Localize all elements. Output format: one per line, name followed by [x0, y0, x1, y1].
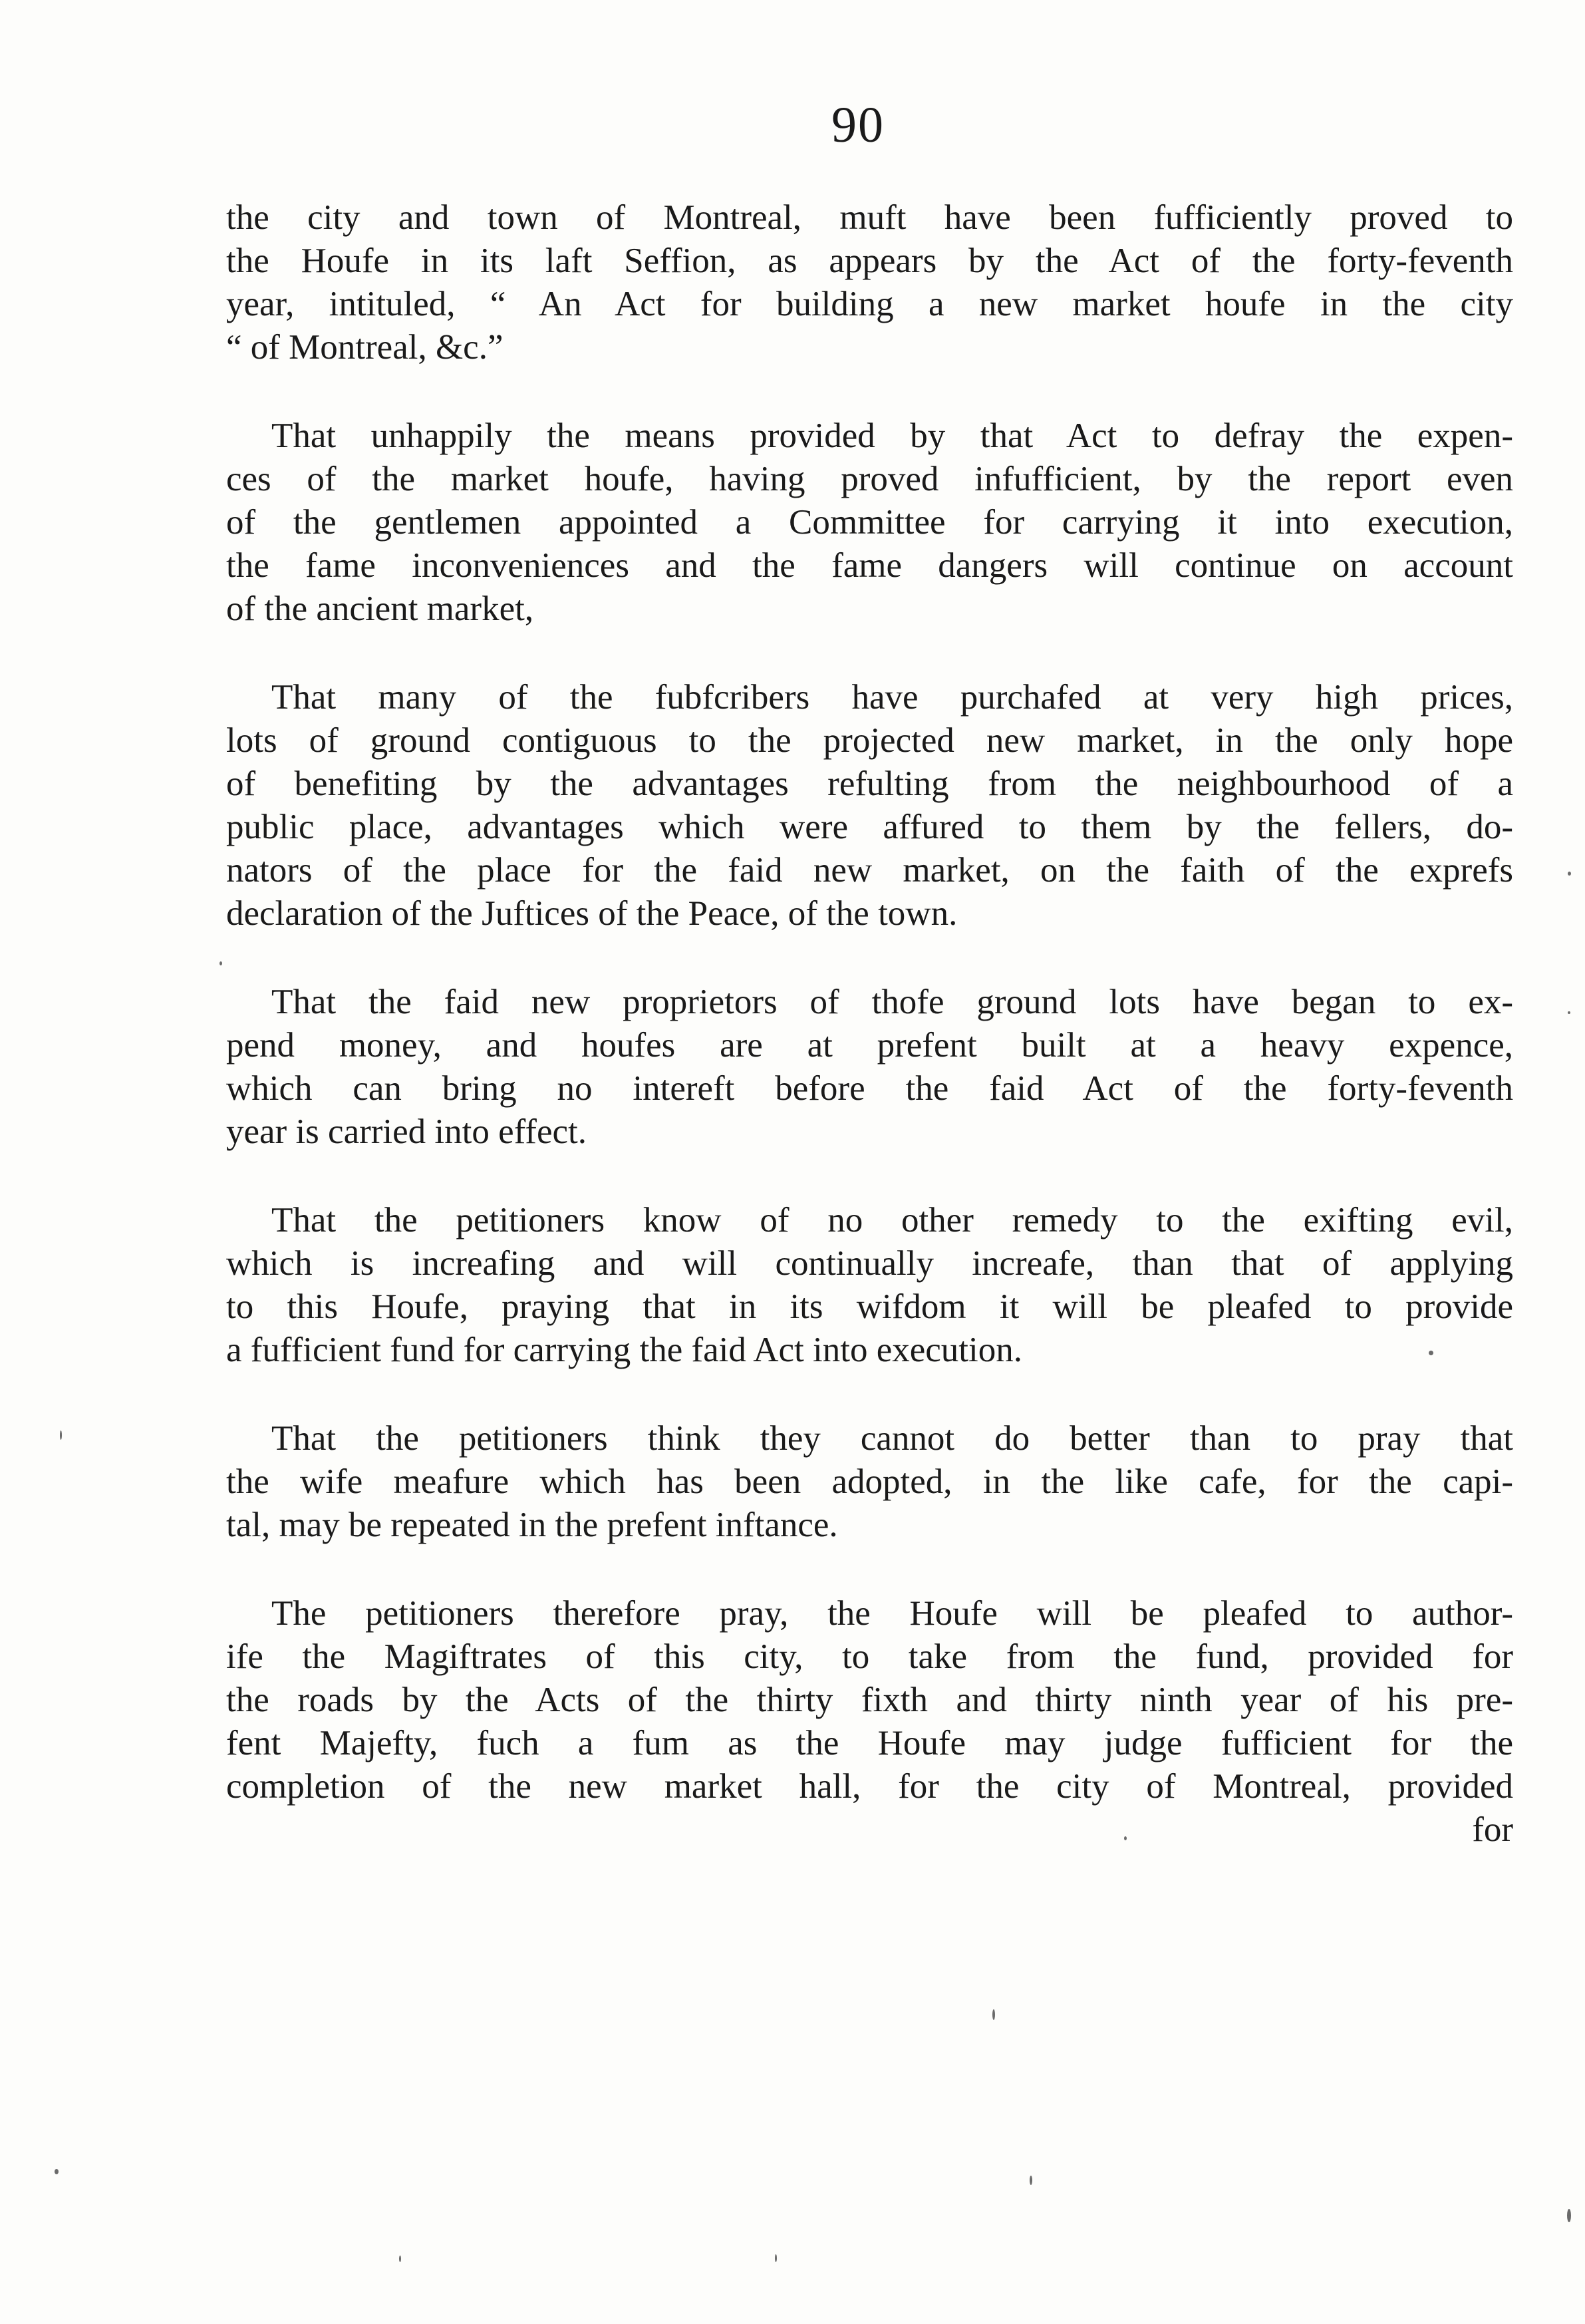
text-line: That the faid new proprietors of thofe ground lots have began to ex- [271, 983, 1513, 1021]
text-line: nators of the place for the faid new market, on the faith of the exprefs [226, 851, 1513, 890]
text-line: That the petitioners think they cannot do better than to pray that [271, 1419, 1513, 1458]
text-line: year is carried into effect. [226, 1112, 587, 1151]
body-text [226, 196, 1513, 1852]
text-line: to this Houfe, praying that in its wifdom it will be pleafed to provide [226, 1287, 1513, 1326]
text-line: which can bring no intereft before the faid Act of the forty-feventh [226, 1069, 1513, 1108]
text-line: fent Majefty, fuch a fum as the Houfe may judge fufficient for the [226, 1724, 1513, 1762]
paragraph-6 [226, 1417, 1513, 1547]
scan-speck [1124, 1836, 1127, 1840]
text-line: which is increafing and will continually increafe, than that of applying [226, 1244, 1513, 1283]
scan-speck [219, 961, 222, 965]
text-line: tal, may be repeated in the prefent inftance. [226, 1506, 838, 1544]
scan-speck [1568, 1011, 1570, 1014]
text-line: the Houfe in its laft Seffion, as appears by the Act of the forty-feventh [226, 242, 1513, 280]
text-line: of the gentlemen appointed a Committee for carrying it into execution, [226, 503, 1513, 542]
text-line: lots of ground contiguous to the projected new market, in the only hope [226, 721, 1513, 760]
text-line: “ of Montreal, &c.” [226, 328, 504, 367]
scan-speck [1030, 2176, 1032, 2185]
text-line: the city and town of Montreal, muft have been fufficiently proved to [226, 198, 1513, 237]
paragraph-2 [226, 415, 1513, 631]
text-line: That unhappily the means provided by that Act to defray the expen- [271, 416, 1513, 455]
scan-speck [60, 1430, 62, 1440]
paragraph-5 [226, 1199, 1513, 1372]
text-line: the wife meafure which has been adopted, in the like cafe, for the capi- [226, 1462, 1513, 1501]
scan-speck [775, 2254, 777, 2262]
text-line: ife the Magiftrates of this city, to take from the fund, provided for [226, 1637, 1513, 1676]
paragraph-4 [226, 981, 1513, 1154]
paragraph-7 [226, 1592, 1513, 1808]
scan-speck [1568, 872, 1571, 876]
text-line: That the petitioners know of no other remedy to the exifting evil, [271, 1201, 1513, 1240]
text-line: That many of the fubfcribers have purchafed at very high prices, [271, 678, 1513, 717]
scan-speck [399, 2255, 401, 2262]
page-number: 90 [831, 97, 885, 153]
text-line: a fufficient fund for carrying the faid Act into execution. [226, 1331, 1022, 1369]
scan-speck [1429, 1351, 1433, 1355]
text-line: of benefiting by the advantages refulting from the neighbourhood of a [226, 764, 1513, 803]
text-line: declaration of the Juftices of the Peace, of the town. [226, 894, 958, 933]
scan-speck [992, 2009, 995, 2020]
text-line: completion of the new market hall, for the city of Montreal, provided [226, 1767, 1513, 1806]
text-line: pend money, and houfes are at prefent built at a heavy expence, [226, 1026, 1513, 1065]
text-line: of the ancient market, [226, 589, 534, 628]
text-line: ces of the market houfe, having proved infufficient, by the report even [226, 460, 1513, 498]
paragraph-3 [226, 676, 1513, 935]
text-line: the roads by the Acts of the thirty fixth and thirty ninth year of his pre- [226, 1681, 1513, 1719]
scan-speck [1567, 2209, 1571, 2222]
scan-speck [55, 2169, 59, 2174]
text-line: the fame inconveniences and the fame dangers will continue on account [226, 546, 1513, 585]
catchword: for [1472, 1810, 1513, 1849]
text-line: public place, advantages which were affured to them by the fellers, do- [226, 808, 1513, 846]
text-line: The petitioners therefore pray, the Houfe will be pleafed to author- [271, 1594, 1513, 1633]
text-line: year, intituled, “ An Act for building a new market houfe in the city [226, 285, 1513, 323]
paragraph-1 [226, 196, 1513, 369]
